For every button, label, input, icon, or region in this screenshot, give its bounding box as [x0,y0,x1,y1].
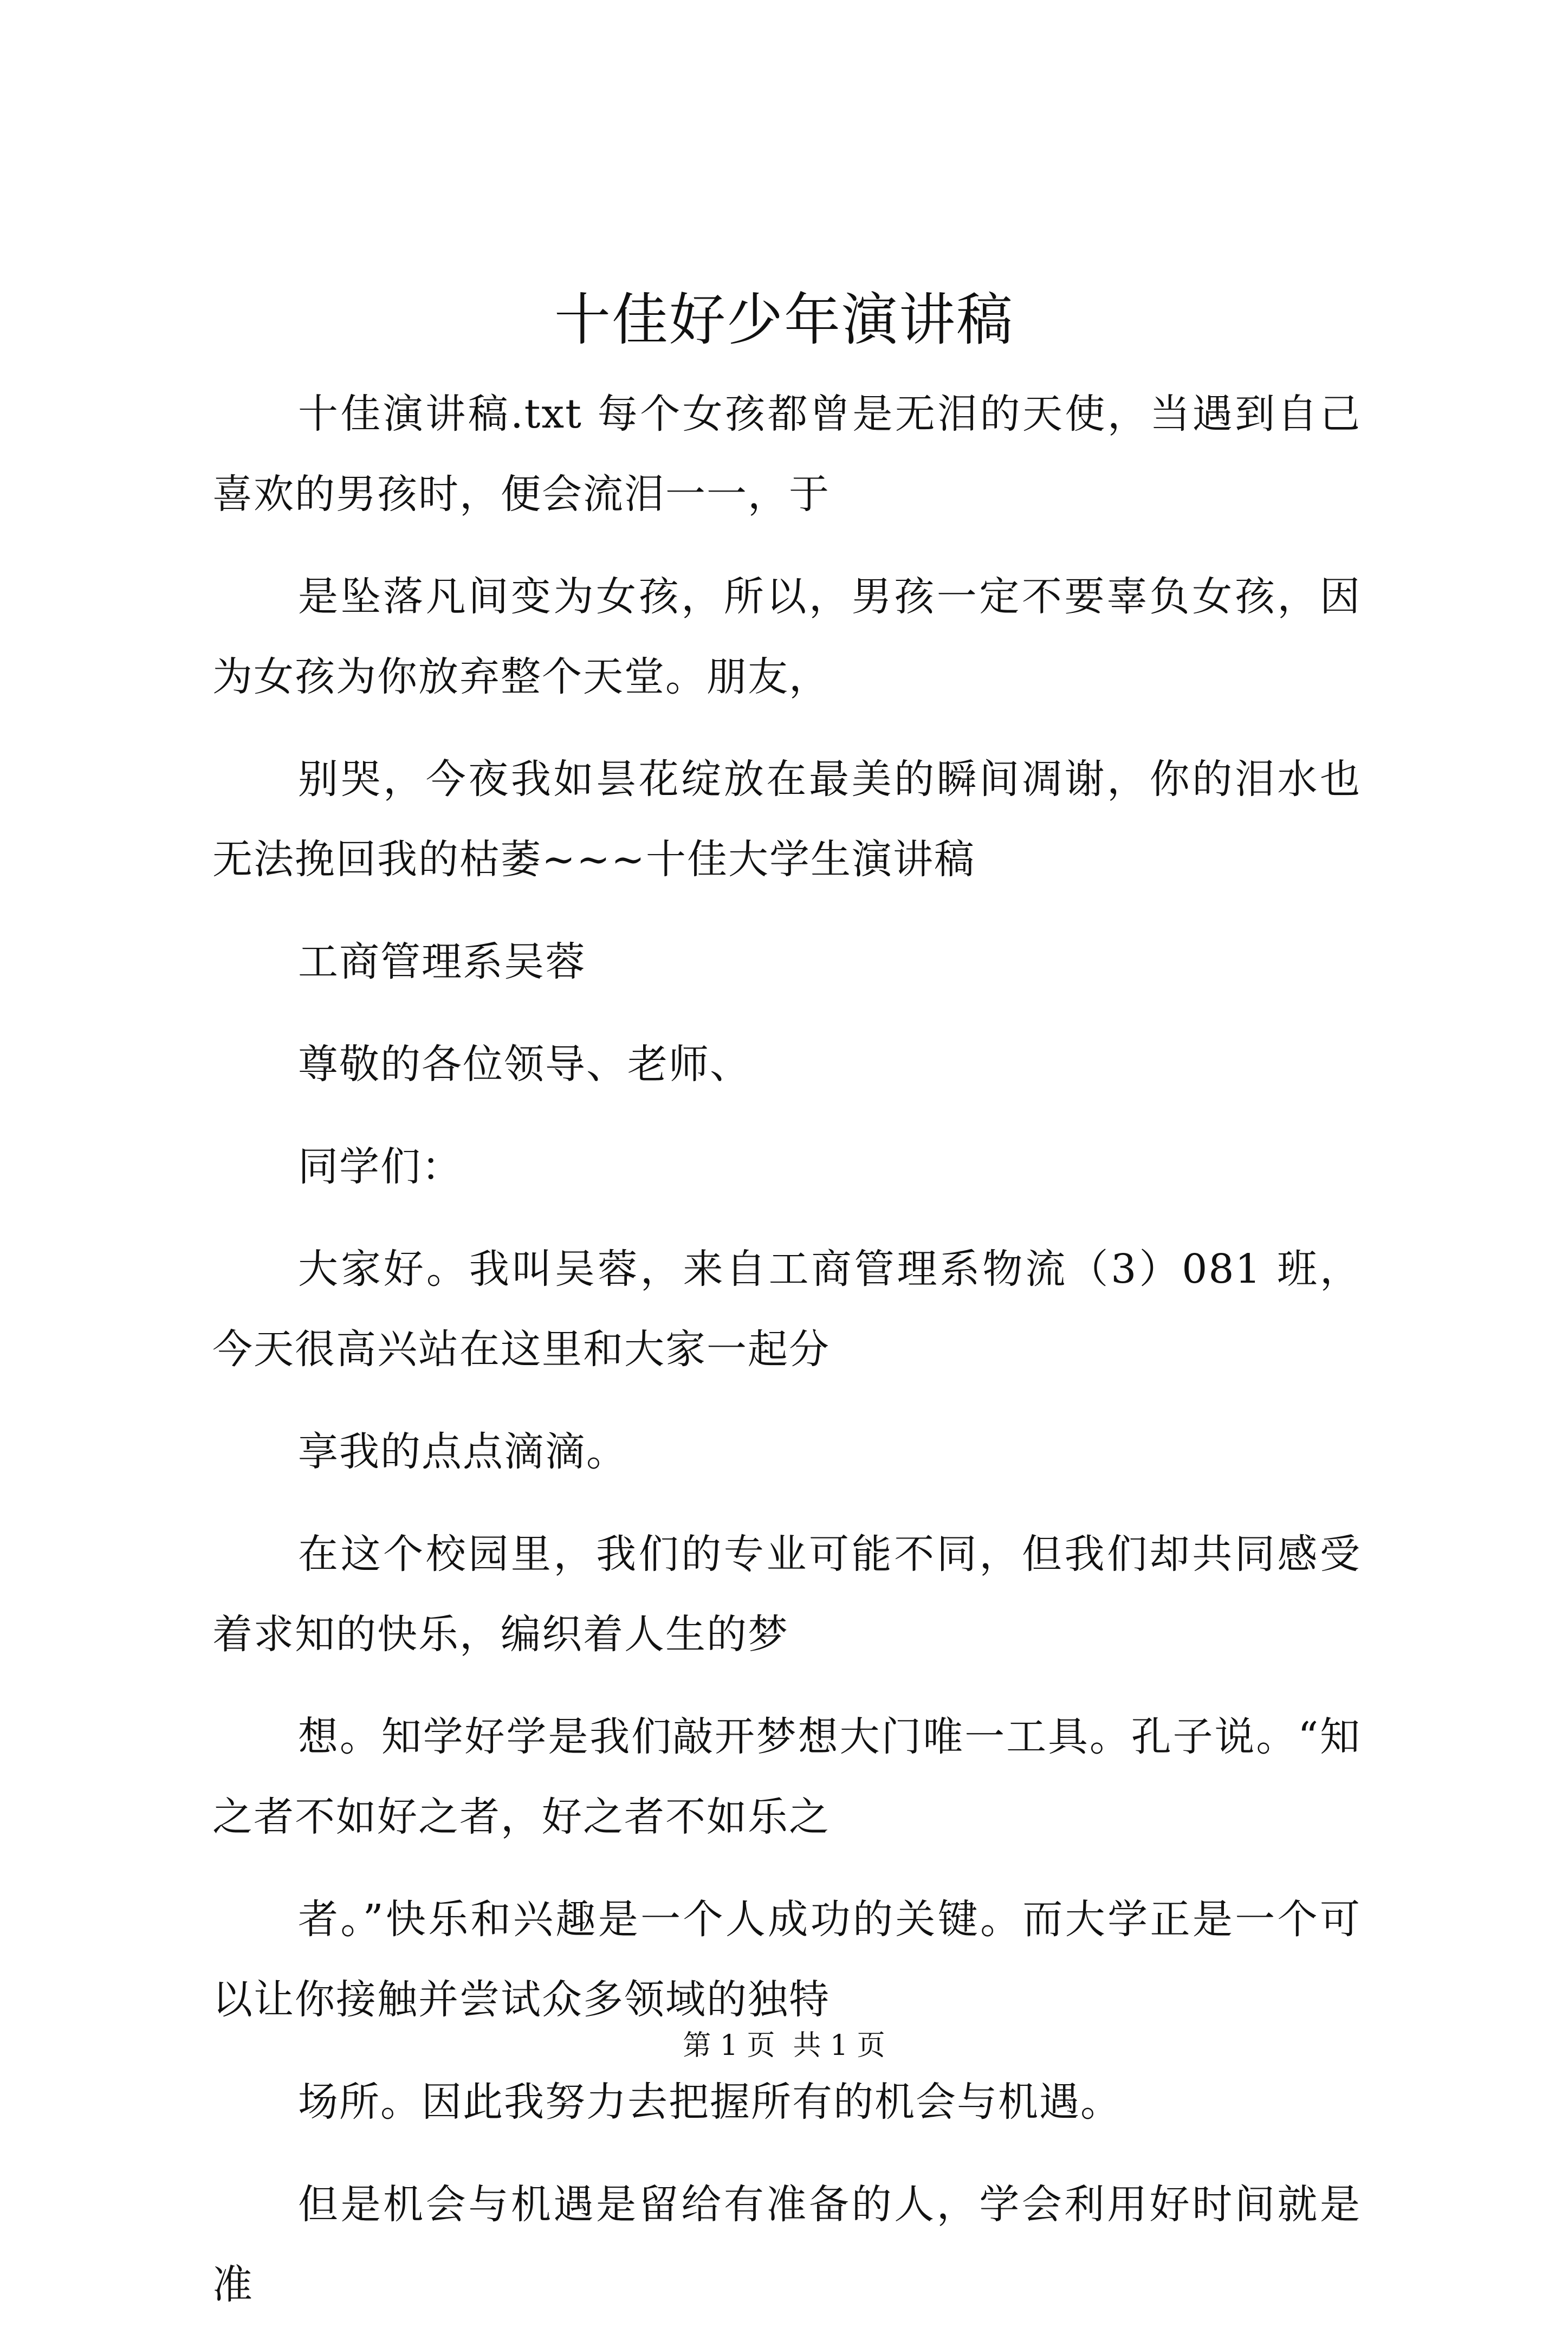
paragraph-9: 在这个校园里，我们的专业可能不同，但我们却共同感受着求知的快乐，编织着人生的梦 [212,1531,1361,1658]
paragraph-6: 同学们： [298,1143,463,1190]
paragraph-3: 别哭，今夜我如昙花绽放在最美的瞬间凋谢，你的泪水也无法挽回我的枯萎~~~十佳大学生演讲稿 [212,756,1361,883]
paragraph-7: 大家好。我叫吴蓉，来自工商管理系物流（3）081 班，今天很高兴站在这里和大家一起分 [212,1246,1361,1373]
paragraph-10: 想。知学好学是我们敲开梦想大门唯一工具。孔子说。“知之者不如好之者，好之者不如乐之 [212,1714,1361,1840]
paragraph-8: 享我的点点滴滴。 [298,1428,627,1475]
paragraph-4: 工商管理系吴蓉 [298,939,586,985]
paragraph-11: 者。”快乐和兴趣是一个人成功的关键。而大学正是一个可以让你接触并尝试众多领域的独特 [212,1896,1361,2023]
paragraph-5: 尊敬的各位领导、老师、 [298,1041,751,1088]
document-title: 十佳好少年演讲稿 [554,287,1014,353]
page-number-label: 第 1 页 共 1 页 [683,2029,885,2062]
page-footer [0,2027,1568,2065]
paragraph-12: 场所。因此我努力去把握所有的机会与机遇。 [298,2079,1122,2125]
paragraph-2: 是坠落凡间变为女孩，所以，男孩一定不要辜负女孩，因为女孩为你放弃整个天堂。朋友， [212,573,1361,700]
paragraph-13: 但是机会与机遇是留给有准备的人，学会利用好时间就是准 [212,2181,1361,2308]
paragraph-1: 十佳演讲稿.txt 每个女孩都曾是无泪的天使，当遇到自己喜欢的男孩时，便会流泪一一，于 [212,391,1361,518]
